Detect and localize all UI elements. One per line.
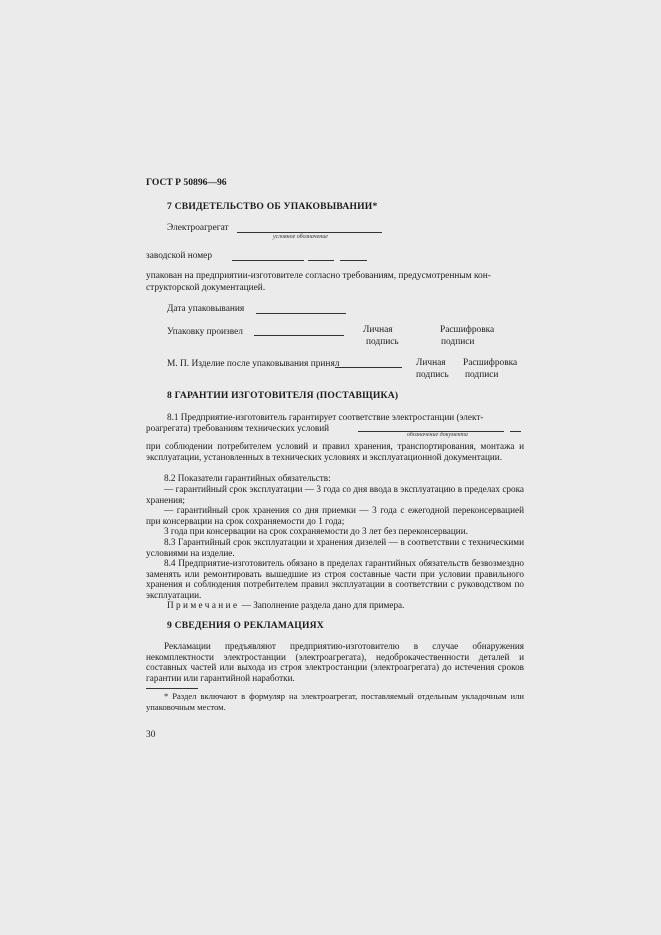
document-code: ГОСТ Р 50896—96 (146, 177, 227, 188)
page-number: 30 (146, 730, 156, 740)
section-7-title: 7 СВИДЕТЕЛЬСТВО ОБ УПАКОВЫВАНИИ* (167, 201, 378, 212)
serial-field-line-2 (308, 260, 334, 261)
decode-caption-2: подписи (441, 337, 475, 347)
footnote (146, 691, 524, 712)
date-label: Дата упаковывания (167, 304, 245, 314)
guarantee-p5-text: 3 года при консервации на срок сохраняемости до 3 лет без переконсервации. (164, 526, 468, 536)
guarantee-p2 (146, 473, 524, 484)
document-caption: обозначение документа (407, 432, 468, 438)
serial-field-line-1[interactable] (232, 260, 304, 261)
serial-field-line-3 (340, 260, 367, 261)
guarantee-p1-rest-text: при соблюдении потребителем условий и правил хранения, транспортирования, монтажа и эксплуатации, установленных в технических условиях и эксплуатационной документации. (146, 441, 524, 462)
accepted-label: М. П. Изделие после упаковывания принял (167, 359, 340, 369)
guarantee-p6-text: 8.3 Гарантийный срок эксплуатации и хранения дизелей — в соответствии с техническими условиями на изделие. (146, 537, 524, 558)
unit-field-line[interactable] (237, 232, 382, 233)
section-8-title: 8 ГАРАНТИИ ИЗГОТОВИТЕЛЯ (ПОСТАВЩИКА) (167, 390, 399, 401)
date-field-line[interactable] (256, 313, 346, 314)
claims-paragraph (146, 641, 524, 683)
guarantee-p4 (146, 505, 524, 526)
guarantee-note (167, 600, 404, 611)
packer-label: Упаковку произвел (167, 327, 243, 337)
guarantee-p6 (146, 537, 524, 558)
unit-caption: условное обозначение (273, 234, 328, 240)
accepted-field-line[interactable] (335, 367, 402, 368)
footnote-text: * Раздел включают в формуляр на электроагрегат, поставляемый отдельным укладочным или упаковочным местом. (146, 691, 524, 712)
guarantee-p1-rest (146, 441, 524, 462)
guarantee-p2-text: 8.2 Показатели гарантийных обязательств: (164, 473, 331, 483)
unit-label: Электроагрегат (167, 223, 229, 233)
note-text: — Заполнение раздела дано для примера. (239, 600, 405, 610)
guarantee-p4-text: — гарантийный срок хранения со дня приемки — 3 года с ежегодной переконсервацией при консервации на срок сохраняемости до 1 года; (146, 505, 524, 526)
section-9-title: 9 СВЕДЕНИЯ О РЕКЛАМАЦИЯХ (167, 620, 324, 631)
signature-caption-2: подпись (366, 337, 399, 347)
packed-text-line-2: структорской документацией. (146, 283, 266, 293)
signature-caption-1: Личная (363, 325, 393, 335)
guarantee-p7 (146, 558, 524, 600)
note-label: Примечание (167, 600, 240, 610)
signature2-caption-1: Личная (416, 358, 446, 368)
claims-text: Рекламации предъявляют предприятию-изготовителю в случае обнаружения некомплектности электростанции (электроагрегата), недоброкачественности деталей и составных частей или выхода из строя электростанции (электроагрегата) до истечения сроков гарантии или гарантийной наработки. (146, 641, 524, 683)
packer-field-line[interactable] (254, 335, 344, 336)
footnote-separator (146, 688, 198, 689)
decode2-caption-2: подписи (465, 370, 499, 380)
guarantee-p3-text: — гарантийный срок эксплуатации — 3 года со дня ввода в эксплуатацию в пределах срока хранения; (146, 484, 524, 505)
decode-caption-1: Расшифровка (440, 325, 495, 335)
packed-text-line-1: упакован на предприятии-изготовителе согласно требованиям, предусмотренным кон- (146, 271, 491, 281)
decode2-caption-1: Расшифровка (463, 358, 518, 368)
serial-label: заводской номер (146, 251, 213, 261)
guarantee-p7-text: 8.4 Предприятие-изготовитель обязано в пределах гарантийных обязательств безвозмездно заменять или ремонтировать вышедшие из строя составные части при условии правильного хранения и соблюдения потребителем правил эксплуатации в соответствии с руководством по эксплуатации. (146, 558, 524, 600)
tech-conditions-field-tail (510, 431, 521, 432)
guarantee-p5 (146, 526, 524, 537)
signature2-caption-2: подпись (416, 370, 449, 380)
guarantee-p3 (146, 484, 524, 505)
guarantee-p1-line1: 8.1 Предприятие-изготовитель гарантирует соответствие электростанции (элект- (167, 412, 484, 422)
guarantee-p1-line2: роагрегата) требованиям технических условий (146, 423, 330, 433)
